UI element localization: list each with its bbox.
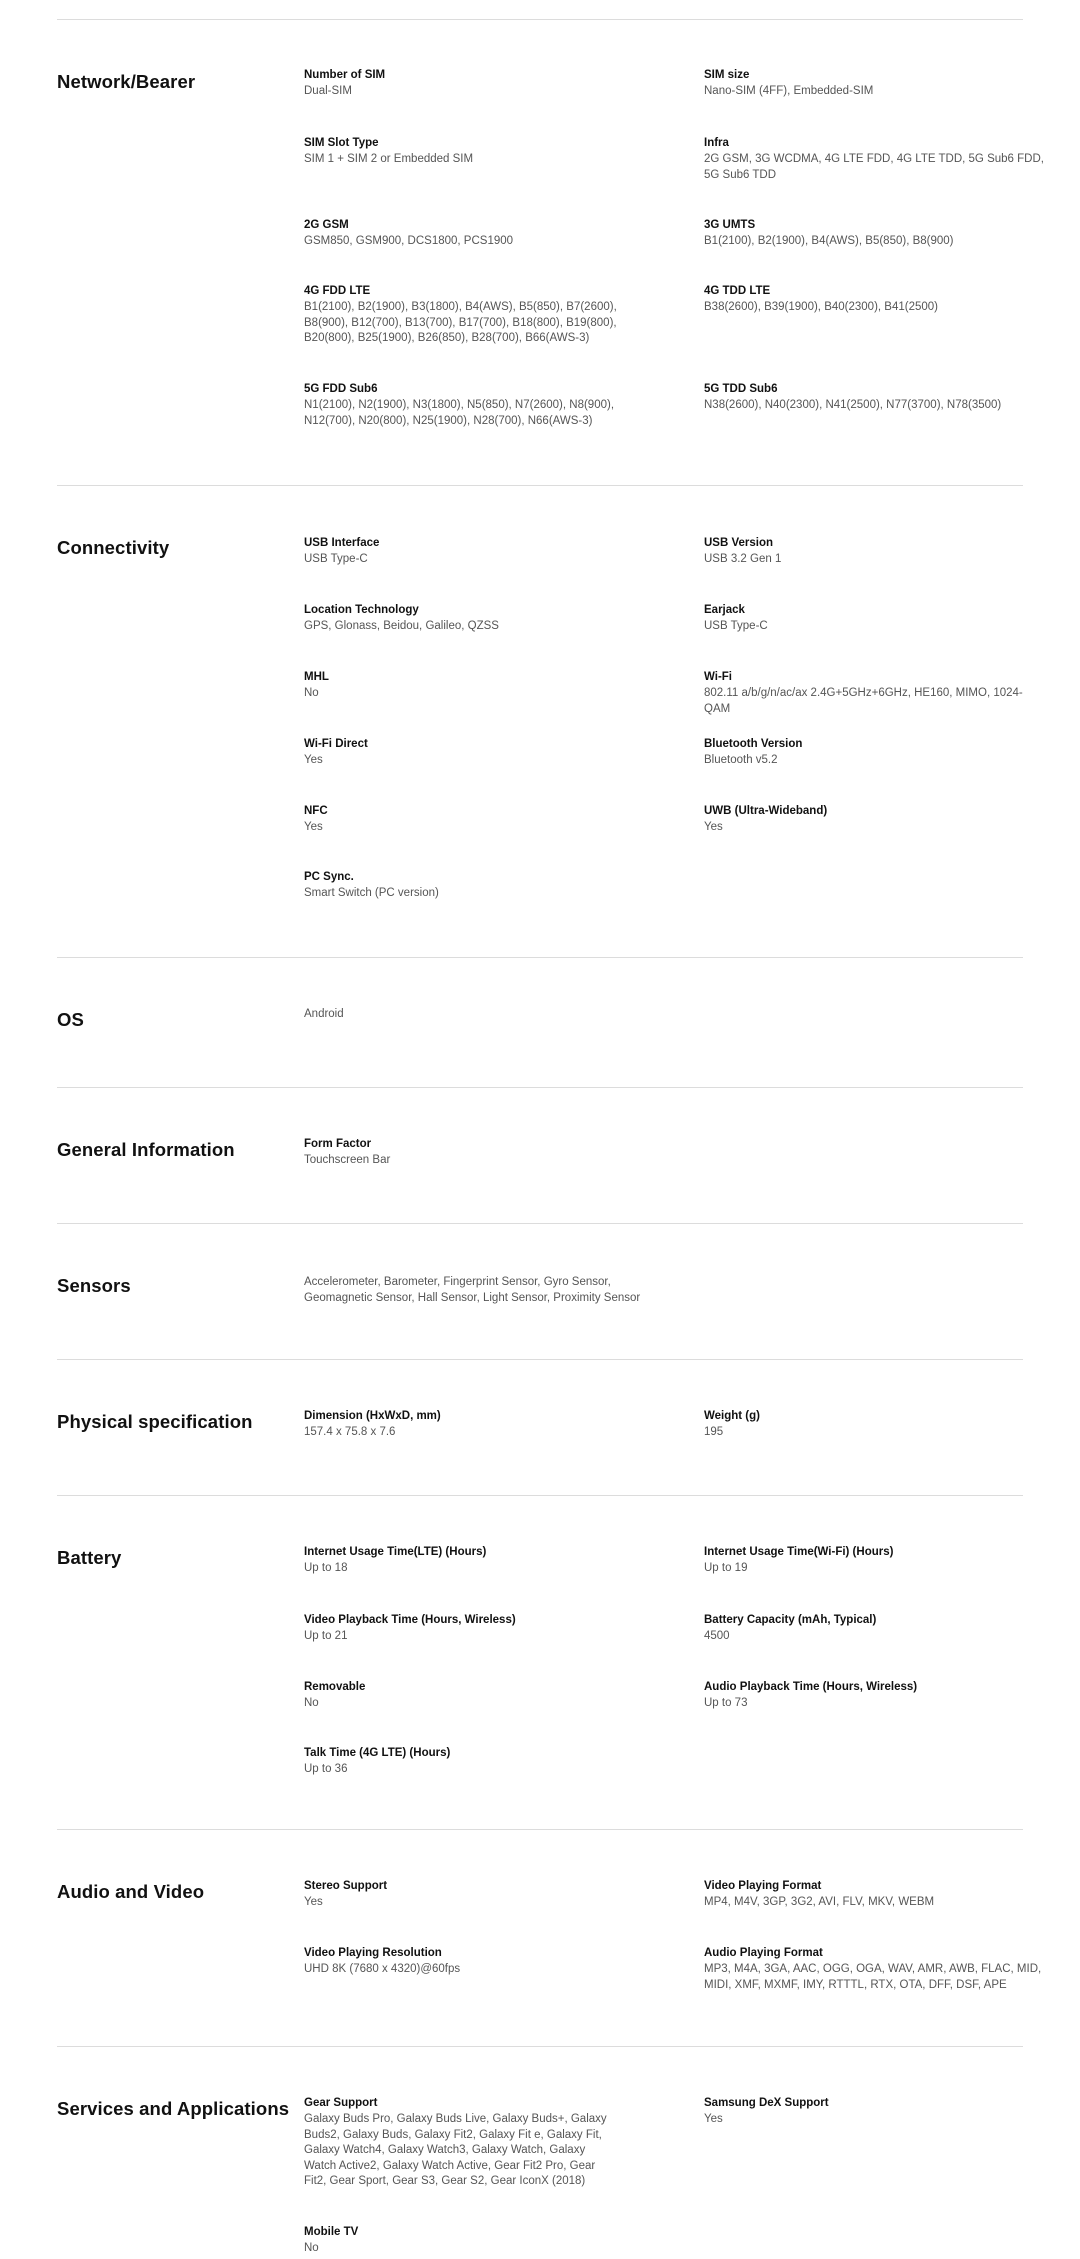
spec-value: SIM 1 + SIM 2 or Embedded SIM xyxy=(304,153,474,165)
spec-label: Audio Playing Format xyxy=(704,1947,823,1959)
spec-value: GPS, Glonass, Beidou, Galileo, QZSS xyxy=(304,620,499,632)
section-title: Services and Applications xyxy=(57,2098,290,2119)
spec-label: PC Sync. xyxy=(304,871,354,883)
spec-value: No xyxy=(304,1697,319,1709)
spec-label: Bluetooth Version xyxy=(704,738,803,750)
spec-item xyxy=(304,803,619,836)
spec-item xyxy=(704,283,1044,316)
section-divider xyxy=(57,1495,1023,1496)
spec-label: 5G FDD Sub6 xyxy=(304,383,378,395)
section-divider xyxy=(57,1359,1023,1360)
section-title: Physical specification xyxy=(57,1411,253,1432)
spec-item xyxy=(704,803,1044,836)
spec-label: Internet Usage Time(Wi-Fi) (Hours) xyxy=(704,1546,894,1558)
spec-value: B1(2100), B2(1900), B4(AWS), B5(850), B8(900) xyxy=(704,235,954,247)
spec-value: No xyxy=(304,687,319,699)
spec-label: NFC xyxy=(304,805,328,817)
spec-value: Galaxy Buds Pro, Galaxy Buds Live, Galaxy Buds+, Galaxy Buds2, Galaxy Buds, Galaxy Fit2, Galaxy Fit e, Galaxy Fit, Galaxy Watch4, Galaxy Watch3, Galaxy Watch, Galaxy Watch Active2, Galaxy Watch Active, Gear Fit2 Pro, Gear Fit2, Gear Sport, Gear S3, Gear S2, Gear IconX (2018) xyxy=(304,2113,607,2187)
spec-value: Yes xyxy=(304,754,323,766)
spec-item xyxy=(704,67,1044,100)
spec-label: 2G GSM xyxy=(304,219,349,231)
spec-item xyxy=(304,1679,619,1712)
spec-item xyxy=(704,381,1044,414)
spec-item xyxy=(704,669,1044,717)
spec-item xyxy=(304,1878,619,1911)
spec-item xyxy=(304,67,619,100)
spec-item xyxy=(304,217,619,250)
section-divider xyxy=(57,485,1023,486)
spec-label: USB Interface xyxy=(304,537,380,549)
spec-item xyxy=(304,602,619,635)
spec-item xyxy=(304,669,619,702)
spec-label: Wi-Fi Direct xyxy=(304,738,368,750)
spec-label: Removable xyxy=(304,1681,366,1693)
spec-value: MP3, M4A, 3GA, AAC, OGG, OGA, WAV, AMR, AWB, FLAC, MID, MIDI, XMF, MXMF, IMY, RTTTL, RTX, OTA, DFF, DSF, APE xyxy=(704,1963,1042,1991)
spec-item xyxy=(304,1612,619,1645)
spec-label: USB Version xyxy=(704,537,774,549)
spec-item xyxy=(304,1408,619,1441)
spec-value: Nano-SIM (4FF), Embedded-SIM xyxy=(704,85,874,97)
spec-label: 5G TDD Sub6 xyxy=(704,383,778,395)
spec-value: GSM850, GSM900, DCS1800, PCS1900 xyxy=(304,235,514,247)
spec-value: B1(2100), B2(1900), B3(1800), B4(AWS), B5(850), B7(2600), B8(900), B12(700), B13(700), B17(700), B18(800), B19(800), B20(800), B25(1900), B26(850), B28(700), B66(AWS-3) xyxy=(304,301,617,344)
spec-value: Yes xyxy=(704,821,723,833)
spec-item xyxy=(704,217,1044,250)
section-title: Sensors xyxy=(57,1275,131,1296)
spec-value: 195 xyxy=(704,1426,724,1438)
spec-item xyxy=(304,283,619,347)
spec-label: Weight (g) xyxy=(704,1410,760,1422)
spec-value: Yes xyxy=(304,1896,323,1908)
spec-value: Yes xyxy=(704,2113,723,2125)
spec-label: Stereo Support xyxy=(304,1880,388,1892)
spec-value: No xyxy=(304,2242,319,2254)
spec-item xyxy=(304,535,619,568)
spec-item xyxy=(704,1679,1044,1712)
spec-label: SIM size xyxy=(704,69,750,81)
section-divider xyxy=(57,1829,1023,1830)
spec-value: N38(2600), N40(2300), N41(2500), N77(3700), N78(3500) xyxy=(704,399,1002,411)
spec-value: Up to 19 xyxy=(704,1562,748,1574)
spec-item xyxy=(704,1544,1044,1577)
spec-label: Infra xyxy=(704,137,729,149)
spec-value: B38(2600), B39(1900), B40(2300), B41(2500) xyxy=(704,301,938,313)
spec-item xyxy=(704,1878,1044,1911)
spec-value: USB 3.2 Gen 1 xyxy=(704,553,782,565)
spec-value: USB Type-C xyxy=(704,620,768,632)
spec-value: UHD 8K (7680 x 4320)@60fps xyxy=(304,1963,461,1975)
spec-item xyxy=(704,1945,1044,1993)
spec-label: Internet Usage Time(LTE) (Hours) xyxy=(304,1546,487,1558)
spec-value: Up to 18 xyxy=(304,1562,348,1574)
spec-item xyxy=(704,602,1044,635)
spec-value: Android xyxy=(304,1008,344,1020)
section-title: Connectivity xyxy=(57,537,170,558)
spec-label: Form Factor xyxy=(304,1138,372,1150)
spec-label: Dimension (HxWxD, mm) xyxy=(304,1410,441,1422)
spec-label: SIM Slot Type xyxy=(304,137,379,149)
spec-value: Up to 21 xyxy=(304,1630,348,1642)
spec-label: 4G FDD LTE xyxy=(304,285,371,297)
spec-value: USB Type-C xyxy=(304,553,368,565)
spec-label: Video Playback Time (Hours, Wireless) xyxy=(304,1614,516,1626)
spec-item xyxy=(704,1612,1044,1645)
spec-value: N1(2100), N2(1900), N3(1800), N5(850), N7(2600), N8(900), N12(700), N20(800), N25(1900), N28(700), N66(AWS-3) xyxy=(304,399,615,427)
section-divider xyxy=(57,1223,1023,1224)
spec-item xyxy=(304,1006,619,1023)
section-title: Audio and Video xyxy=(57,1881,205,1902)
spec-item xyxy=(304,381,619,429)
spec-label: Location Technology xyxy=(304,604,419,616)
spec-item xyxy=(704,736,1044,769)
spec-item xyxy=(704,2095,1044,2128)
spec-value: 2G GSM, 3G WCDMA, 4G LTE FDD, 4G LTE TDD, 5G Sub6 FDD, 5G Sub6 TDD xyxy=(704,153,1044,181)
spec-item xyxy=(304,2224,619,2257)
spec-item xyxy=(304,2095,619,2190)
spec-value: Touchscreen Bar xyxy=(304,1154,391,1166)
section-title: OS xyxy=(57,1009,84,1030)
spec-label: Mobile TV xyxy=(304,2226,359,2238)
spec-item xyxy=(304,869,619,902)
section-title: General Information xyxy=(57,1139,235,1160)
section-divider xyxy=(57,19,1023,20)
spec-label: Video Playing Format xyxy=(704,1880,822,1892)
spec-item xyxy=(704,535,1044,568)
spec-label: UWB (Ultra-Wideband) xyxy=(704,805,828,817)
spec-value: Yes xyxy=(304,821,323,833)
spec-item xyxy=(304,1745,619,1778)
spec-value: Accelerometer, Barometer, Fingerprint Sensor, Gyro Sensor, Geomagnetic Sensor, Hall Sensor, Light Sensor, Proximity Sensor xyxy=(304,1276,641,1304)
spec-label: Number of SIM xyxy=(304,69,386,81)
spec-item xyxy=(704,1408,1044,1441)
spec-value: 802.11 a/b/g/n/ac/ax 2.4G+5GHz+6GHz, HE160, MIMO, 1024-QAM xyxy=(704,687,1023,715)
spec-item xyxy=(704,135,1044,183)
spec-item xyxy=(304,736,619,769)
spec-value: Up to 36 xyxy=(304,1763,348,1775)
spec-label: Samsung DeX Support xyxy=(704,2097,829,2109)
spec-value: Bluetooth v5.2 xyxy=(704,754,778,766)
spec-value: Smart Switch (PC version) xyxy=(304,887,439,899)
spec-value: 157.4 x 75.8 x 7.6 xyxy=(304,1426,396,1438)
spec-label: MHL xyxy=(304,671,329,683)
section-title: Battery xyxy=(57,1547,122,1568)
spec-label: Wi-Fi xyxy=(704,671,732,683)
spec-item xyxy=(304,135,619,168)
spec-label: Video Playing Resolution xyxy=(304,1947,442,1959)
spec-value: 4500 xyxy=(704,1630,730,1642)
section-title: Network/Bearer xyxy=(57,71,196,92)
spec-item xyxy=(304,1544,619,1577)
section-divider xyxy=(57,1087,1023,1088)
spec-value: MP4, M4V, 3GP, 3G2, AVI, FLV, MKV, WEBM xyxy=(704,1896,935,1908)
spec-value: Dual-SIM xyxy=(304,85,352,97)
spec-label: Talk Time (4G LTE) (Hours) xyxy=(304,1747,451,1759)
spec-value: Up to 73 xyxy=(704,1697,748,1709)
spec-label: Earjack xyxy=(704,604,745,616)
spec-item xyxy=(304,1274,664,1306)
spec-label: Battery Capacity (mAh, Typical) xyxy=(704,1614,877,1626)
spec-label: 4G TDD LTE xyxy=(704,285,771,297)
section-divider xyxy=(57,957,1023,958)
spec-item xyxy=(304,1136,619,1169)
spec-label: Gear Support xyxy=(304,2097,378,2109)
section-divider xyxy=(57,2046,1023,2047)
spec-label: Audio Playback Time (Hours, Wireless) xyxy=(704,1681,918,1693)
spec-item xyxy=(304,1945,619,1978)
spec-label: 3G UMTS xyxy=(704,219,756,231)
